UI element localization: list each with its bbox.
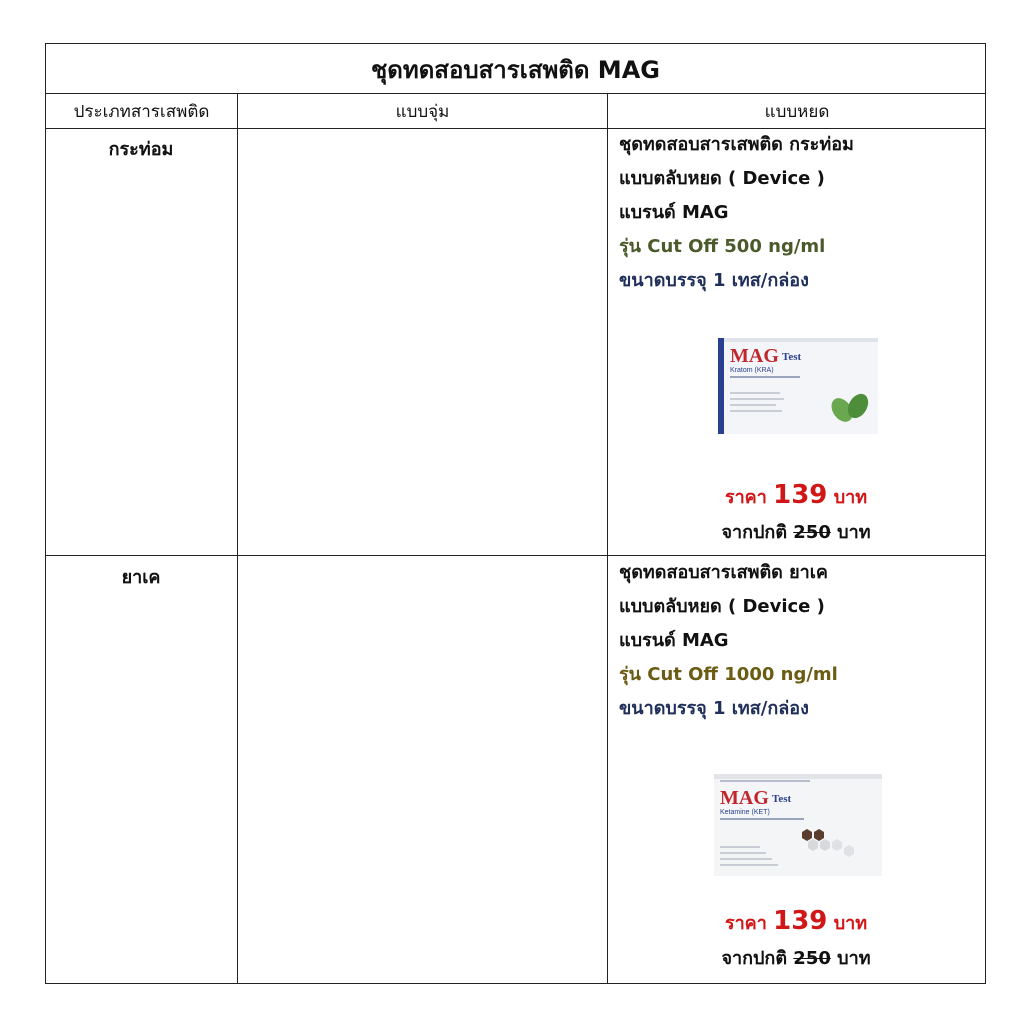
price-prefix: ราคา [724,913,767,934]
desc-pack-line: ขนาดบรรจุ 1 เทส/กล่อง [619,270,809,291]
desc-model-line: รุ่น Cut Off 1000 ng/ml [619,664,838,685]
header-type: ประเภทสารเสพติด [73,101,210,122]
box-brand-suffix: Test [782,351,802,363]
price-prefix: ราคา [724,487,767,508]
desc-line: แบบตลับหยด ( Device ) [619,168,825,189]
price-unit: บาท [833,913,868,934]
product-image-kratom [718,338,878,434]
table-title: ชุดทดสอบสารเสพติด MAG [371,55,660,84]
sale-price [606,480,986,511]
product-image-ketamine [714,774,882,876]
box-subtitle: Kratom (KRA) [730,367,774,374]
regular-unit: บาท [837,948,871,969]
desc-line: แบรนด์ MAG [619,202,729,223]
price-block-ketamine [606,906,986,972]
price-value: 139 [773,906,828,936]
price-unit: บาท [833,487,868,508]
header-drop: แบบหยด [764,101,830,122]
regular-price [606,943,986,972]
regular-prefix: จากปกติ [721,522,788,543]
regular-price-value: 250 [793,948,831,969]
box-subtitle: Ketamine (KET) [720,809,770,816]
row-type-ketamine: ยาเค [121,567,161,588]
sale-price [606,906,986,937]
col-divider-1 [237,94,238,984]
box-brand: MAG [720,787,769,809]
desc-model-line: รุ่น Cut Off 500 ng/ml [619,236,826,257]
price-value: 139 [773,480,828,510]
row-divider [46,555,985,556]
desc-line: ชุดทดสอบสารเสพติด กระท่อม [619,134,854,155]
desc-line: แบบตลับหยด ( Device ) [619,596,825,617]
box-brand: MAG [730,345,779,367]
desc-pack-line: ขนาดบรรจุ 1 เทส/กล่อง [619,698,809,719]
row-type-kratom: กระท่อม [108,139,174,160]
regular-price [606,517,986,546]
regular-price-value: 250 [793,522,831,543]
row-description-ketamine [619,556,838,726]
desc-line: แบรนด์ MAG [619,630,729,651]
product-table [45,43,986,984]
price-block-kratom [606,480,986,546]
header-dip: แบบจุ่ม [395,101,450,122]
box-brand-suffix: Test [772,793,792,805]
regular-unit: บาท [837,522,871,543]
regular-prefix: จากปกติ [721,948,788,969]
desc-line: ชุดทดสอบสารเสพติด ยาเค [619,562,828,583]
row-description-kratom [619,128,854,298]
